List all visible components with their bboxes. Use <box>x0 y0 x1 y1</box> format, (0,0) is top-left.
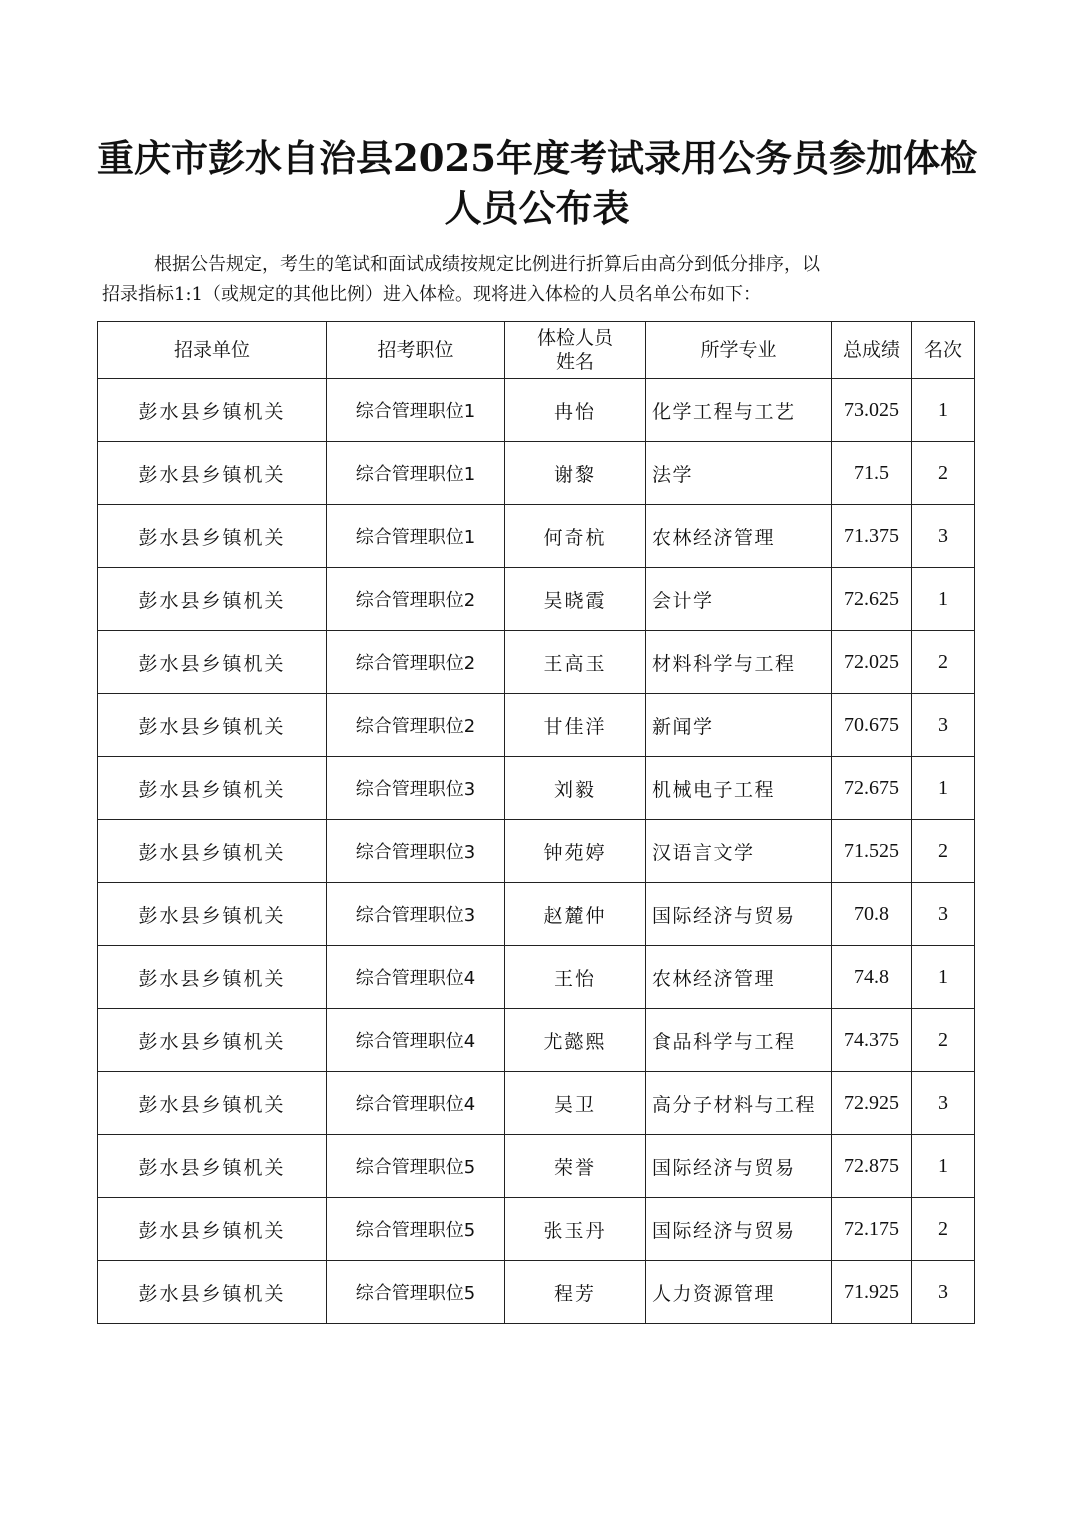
header-score: 总成绩 <box>832 322 912 379</box>
table-row <box>98 883 975 946</box>
cell-post: 综合管理职位4 <box>327 1072 505 1135</box>
cell-name: 尤懿熙 <box>505 1009 646 1072</box>
medical-exam-roster-table <box>97 321 975 1324</box>
cell-name: 程芳 <box>505 1261 646 1324</box>
cell-post: 综合管理职位5 <box>327 1261 505 1324</box>
cell-rank: 2 <box>912 631 975 694</box>
cell-rank: 3 <box>912 1261 975 1324</box>
table-row <box>98 757 975 820</box>
cell-score: 70.8 <box>832 883 912 946</box>
cell-unit: 彭水县乡镇机关 <box>98 631 327 694</box>
cell-unit: 彭水县乡镇机关 <box>98 1072 327 1135</box>
cell-rank: 2 <box>912 1009 975 1072</box>
cell-major: 汉语言文学 <box>646 820 832 883</box>
table-row <box>98 946 975 1009</box>
cell-score: 74.375 <box>832 1009 912 1072</box>
page-title: 重庆市彭水自治县2025年度考试录用公务员参加体检 <box>97 136 977 180</box>
header-unit: 招录单位 <box>98 322 327 379</box>
cell-unit: 彭水县乡镇机关 <box>98 820 327 883</box>
cell-post: 综合管理职位5 <box>327 1198 505 1261</box>
cell-major: 食品科学与工程 <box>646 1009 832 1072</box>
table-row <box>98 1135 975 1198</box>
cell-unit: 彭水县乡镇机关 <box>98 694 327 757</box>
cell-major: 农林经济管理 <box>646 946 832 1009</box>
cell-unit: 彭水县乡镇机关 <box>98 568 327 631</box>
cell-score: 72.625 <box>832 568 912 631</box>
cell-post: 综合管理职位4 <box>327 946 505 1009</box>
header-major: 所学专业 <box>646 322 832 379</box>
cell-name: 张玉丹 <box>505 1198 646 1261</box>
cell-rank: 1 <box>912 1135 975 1198</box>
cell-name: 吴晓霞 <box>505 568 646 631</box>
cell-rank: 2 <box>912 442 975 505</box>
cell-unit: 彭水县乡镇机关 <box>98 1198 327 1261</box>
table-row <box>98 442 975 505</box>
table-row <box>98 1261 975 1324</box>
cell-major: 高分子材料与工程 <box>646 1072 832 1135</box>
cell-major: 新闻学 <box>646 694 832 757</box>
table-row <box>98 1009 975 1072</box>
cell-name: 刘毅 <box>505 757 646 820</box>
table-row <box>98 379 975 442</box>
cell-major: 法学 <box>646 442 832 505</box>
table-row <box>98 1198 975 1261</box>
cell-post: 综合管理职位1 <box>327 379 505 442</box>
table-row <box>98 694 975 757</box>
cell-score: 72.175 <box>832 1198 912 1261</box>
cell-unit: 彭水县乡镇机关 <box>98 379 327 442</box>
cell-name: 王高玉 <box>505 631 646 694</box>
cell-post: 综合管理职位3 <box>327 883 505 946</box>
intro-paragraph-line1: 根据公告规定，考生的笔试和面试成绩按规定比例进行折算后由高分到低分排序，以 <box>154 254 820 275</box>
intro-paragraph-line2: 招录指标1:1（或规定的其他比例）进入体检。现将进入体检的人员名单公布如下： <box>102 284 761 305</box>
cell-major: 会计学 <box>646 568 832 631</box>
cell-post: 综合管理职位2 <box>327 694 505 757</box>
table-row <box>98 820 975 883</box>
cell-unit: 彭水县乡镇机关 <box>98 505 327 568</box>
cell-rank: 1 <box>912 379 975 442</box>
cell-name: 赵麓仲 <box>505 883 646 946</box>
cell-post: 综合管理职位1 <box>327 505 505 568</box>
cell-unit: 彭水县乡镇机关 <box>98 1135 327 1198</box>
header-rank: 名次 <box>912 322 975 379</box>
cell-score: 73.025 <box>832 379 912 442</box>
table-row <box>98 505 975 568</box>
cell-score: 70.675 <box>832 694 912 757</box>
cell-unit: 彭水县乡镇机关 <box>98 442 327 505</box>
cell-name: 钟苑婷 <box>505 820 646 883</box>
cell-unit: 彭水县乡镇机关 <box>98 946 327 1009</box>
cell-name: 荣誉 <box>505 1135 646 1198</box>
cell-name: 王怡 <box>505 946 646 1009</box>
cell-major: 机械电子工程 <box>646 757 832 820</box>
cell-major: 国际经济与贸易 <box>646 1198 832 1261</box>
cell-name: 谢黎 <box>505 442 646 505</box>
cell-post: 综合管理职位3 <box>327 820 505 883</box>
cell-rank: 2 <box>912 1198 975 1261</box>
cell-major: 人力资源管理 <box>646 1261 832 1324</box>
cell-name: 甘佳洋 <box>505 694 646 757</box>
cell-score: 71.5 <box>832 442 912 505</box>
header-post: 招考职位 <box>327 322 505 379</box>
cell-score: 71.925 <box>832 1261 912 1324</box>
table-header-row <box>98 322 975 379</box>
cell-name: 冉怡 <box>505 379 646 442</box>
page-title-line2: 人员公布表 <box>444 186 630 230</box>
cell-unit: 彭水县乡镇机关 <box>98 883 327 946</box>
cell-score: 71.375 <box>832 505 912 568</box>
cell-unit: 彭水县乡镇机关 <box>98 1009 327 1072</box>
table-row <box>98 568 975 631</box>
table-row <box>98 631 975 694</box>
cell-post: 综合管理职位2 <box>327 631 505 694</box>
cell-rank: 1 <box>912 946 975 1009</box>
cell-major: 农林经济管理 <box>646 505 832 568</box>
cell-rank: 3 <box>912 1072 975 1135</box>
cell-rank: 3 <box>912 694 975 757</box>
cell-score: 72.025 <box>832 631 912 694</box>
table-body <box>98 379 975 1324</box>
cell-rank: 3 <box>912 505 975 568</box>
cell-score: 74.8 <box>832 946 912 1009</box>
cell-post: 综合管理职位2 <box>327 568 505 631</box>
cell-score: 72.875 <box>832 1135 912 1198</box>
cell-score: 71.525 <box>832 820 912 883</box>
cell-post: 综合管理职位3 <box>327 757 505 820</box>
cell-major: 化学工程与工艺 <box>646 379 832 442</box>
cell-name: 吴卫 <box>505 1072 646 1135</box>
table-row <box>98 1072 975 1135</box>
cell-rank: 3 <box>912 883 975 946</box>
cell-post: 综合管理职位5 <box>327 1135 505 1198</box>
cell-rank: 1 <box>912 568 975 631</box>
cell-name: 何奇杭 <box>505 505 646 568</box>
cell-major: 国际经济与贸易 <box>646 883 832 946</box>
cell-post: 综合管理职位4 <box>327 1009 505 1072</box>
cell-major: 国际经济与贸易 <box>646 1135 832 1198</box>
cell-unit: 彭水县乡镇机关 <box>98 1261 327 1324</box>
cell-post: 综合管理职位1 <box>327 442 505 505</box>
cell-major: 材料科学与工程 <box>646 631 832 694</box>
cell-unit: 彭水县乡镇机关 <box>98 757 327 820</box>
header-name: 体检人员姓名 <box>505 322 646 379</box>
cell-rank: 2 <box>912 820 975 883</box>
cell-rank: 1 <box>912 757 975 820</box>
cell-score: 72.925 <box>832 1072 912 1135</box>
cell-score: 72.675 <box>832 757 912 820</box>
